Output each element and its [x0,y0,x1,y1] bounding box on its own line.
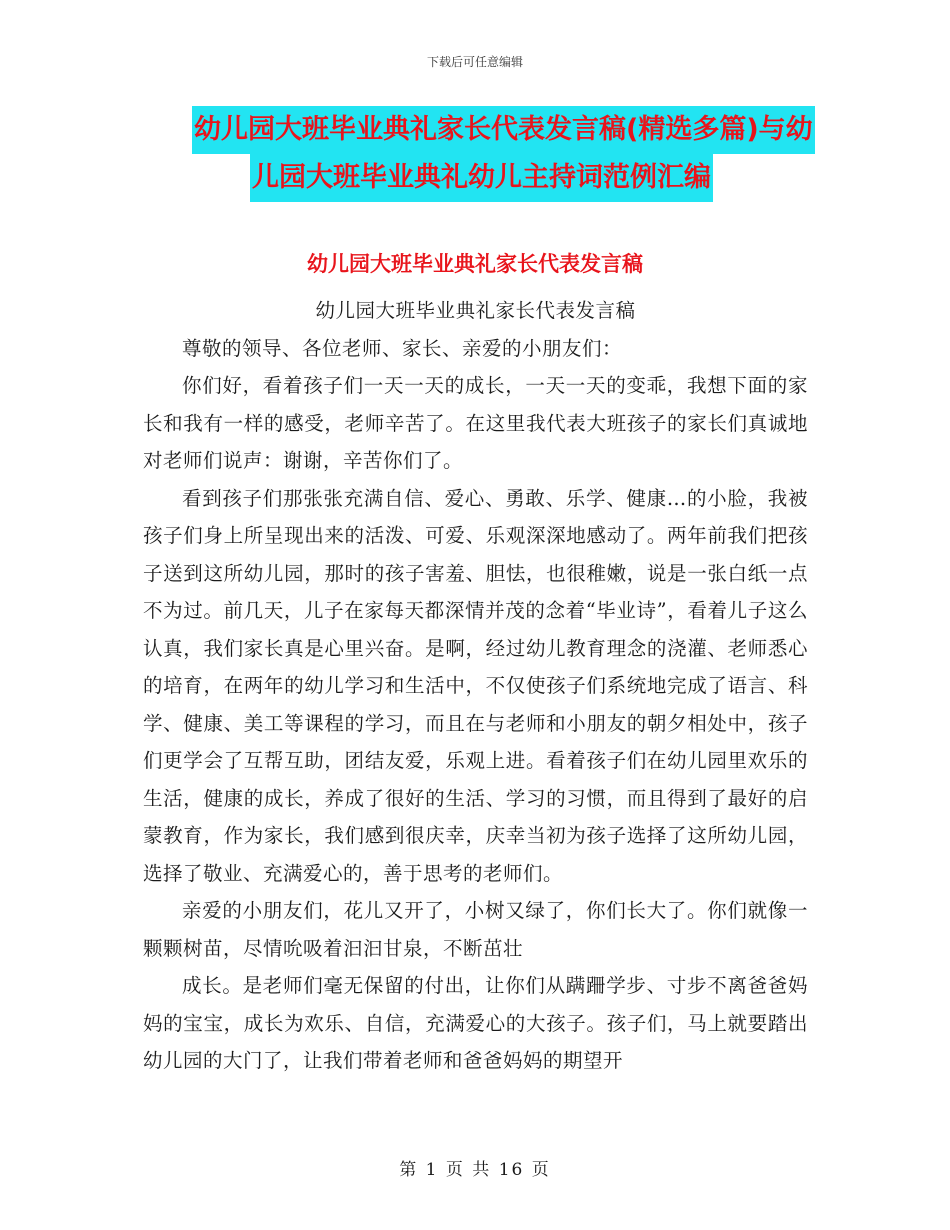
speech-greeting: 尊敬的领导、各位老师、家长、亲爱的小朋友们： [182,336,623,360]
paragraph: 亲爱的小朋友们，花儿又开了，小树又绿了，你们长大了。你们就像一颗颗树苗，尽情吮吸着汩汩甘泉，不断茁壮 [143,899,808,960]
document-body [143,292,808,1080]
document-title [140,106,820,202]
paragraph: 成长。是老师们毫无保留的付出，让你们从蹒跚学步、寸步不离爸爸妈妈的宝宝，成长为欢乐、自信，充满爱心的大孩子。孩子们，马上就要踏出幼儿园的大门了，让我们带着老师和爸爸妈妈的期望开 [143,974,808,1072]
paragraph: 看到孩子们那张张充满自信、爱心、勇敢、乐学、健康…的小脸，我被孩子们身上所呈现出来的活泼、可爱、乐观深深地感动了。两年前我们把孩子送到这所幼儿园，那时的孩子害羞、胆怯，也很稚嫩，说是一张白纸一点不为过。前几天，儿子在家每天都深情并茂的念着“毕业诗”，看着儿子这么认真，我们家长真是心里兴奋。是啊，经过幼儿教育理念的浇灌、老师悉心的培育，在两年的幼儿学习和生活中，不仅使孩子们系统地完成了语言、科学、健康、美工等课程的学习，而且在与老师和小朋友的朝夕相处中，孩子们更学会了互帮互助，团结友爱，乐观上进。看着孩子们在幼儿园里欢乐的生活，健康的成长，养成了很好的生活、学习的习惯，而且得到了最好的启蒙教育，作为家长，我们感到很庆幸，庆幸当初为孩子选择了这所幼儿园，选择了敬业、充满爱心的，善于思考的老师们。 [143,486,808,885]
section-heading: 幼儿园大班毕业典礼家长代表发言稿 [307,252,643,276]
header-note: 下载后可任意编辑 [426,55,523,69]
document-title-line-1: 幼儿园大班毕业典礼家长代表发言稿(精选多篇)与幼 [192,106,815,154]
document-title-line-2: 儿园大班毕业典礼幼儿主持词范例汇编 [250,154,713,202]
speech-subtitle: 幼儿园大班毕业典礼家长代表发言稿 [315,299,636,322]
paragraph: 你们好，看着孩子们一天一天的成长，一天一天的变乖，我想下面的家长和我有一样的感受，老师辛苦了。在这里我代表大班孩子的家长们真诚地对老师们说声：谢谢，辛苦你们了。 [143,374,808,472]
page-number: 第 1 页 共 16 页 [399,1160,551,1180]
